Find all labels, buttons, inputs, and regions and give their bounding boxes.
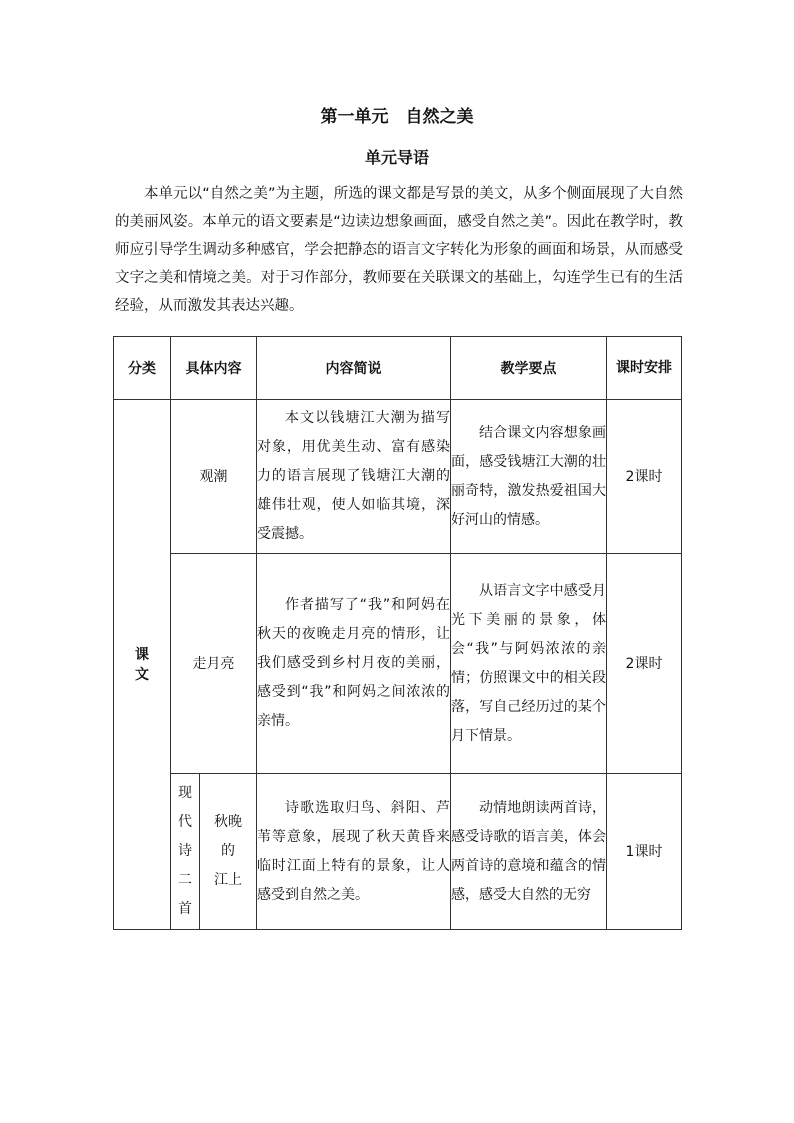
poem-type-char: 首: [178, 901, 192, 917]
page-title: 第一单元 自然之美: [320, 107, 474, 127]
header-hours: 课时安排: [607, 337, 682, 400]
header-points: 教学要点: [451, 337, 607, 400]
poem-title-cell: [200, 774, 257, 930]
poem-type-char: 代: [178, 814, 192, 830]
points-cell: 动情地朗读两首诗，感受诗歌的语言美，体会两首诗的意境和蕴含的情感，感受大自然的无穷: [451, 774, 607, 930]
category-cell: [114, 400, 171, 930]
poem-type-cell: [171, 774, 200, 930]
section-subtitle: 单元导语: [364, 148, 429, 167]
hours-cell: 2课时: [607, 400, 682, 554]
table-row: [114, 554, 682, 774]
description-cell: 作者描写了“我”和阿妈在秋天的夜晚走月亮的情形，让我们感受到乡村月夜的美丽，感受到“我”和阿妈之间浓浓的亲情。: [257, 554, 451, 774]
category-label: 课文: [135, 646, 149, 683]
content-cell: 走月亮: [171, 554, 257, 774]
table-row: [114, 774, 682, 930]
poem-title-line: 的: [221, 843, 235, 859]
description-cell: 诗歌选取归鸟、斜阳、芦苇等意象，展现了秋天黄昏来临时江面上特有的景象，让人感受到自然之美。: [257, 774, 451, 930]
header-category: 分类: [114, 337, 171, 400]
poem-title-line: 江上: [214, 872, 242, 888]
table-row: [114, 400, 682, 554]
points-cell: 从语言文字中感受月光下美丽的景象，体会“我”与阿妈浓浓的亲情；仿照课文中的相关段落，写自己经历过的某个月下情景。: [451, 554, 607, 774]
description-cell: 本文以钱塘江大潮为描写对象，用优美生动、富有感染力的语言展现了钱塘江大潮的雄伟壮观，使人如临其境，深受震撼。: [257, 400, 451, 554]
points-cell: 结合课文内容想象画面，感受钱塘江大潮的壮丽奇特，激发热爱祖国大好河山的情感。: [451, 400, 607, 554]
poem-type-char: 现: [178, 785, 192, 801]
table-header-row: [114, 337, 682, 400]
header-content: 具体内容: [171, 337, 257, 400]
poem-type-char: 诗: [178, 843, 192, 859]
content-cell: 观潮: [171, 400, 257, 554]
hours-cell: 1课时: [607, 774, 682, 930]
header-description: 内容简说: [257, 337, 451, 400]
intro-paragraph: 本单元以“自然之美”为主题，所选的课文都是写景的美文，从多个侧面展现了大自然的美丽风姿。本单元的语文要素是“边读边想象画面，感受自然之美”。因此在教学时，教师应引导学生调动多种感官，学会把静态的语言文字转化为形象的画面和场景，从而感受文字之美和情境之美。对于习作部分，教师要在关联课文的基础上，勾连学生已有的生活经验，从而激发其表达兴趣。: [115, 186, 683, 314]
unit-plan-table: [113, 336, 682, 930]
poem-title-line: 秋晚: [214, 814, 242, 830]
hours-cell: 2课时: [607, 554, 682, 774]
poem-type-char: 二: [178, 872, 192, 888]
